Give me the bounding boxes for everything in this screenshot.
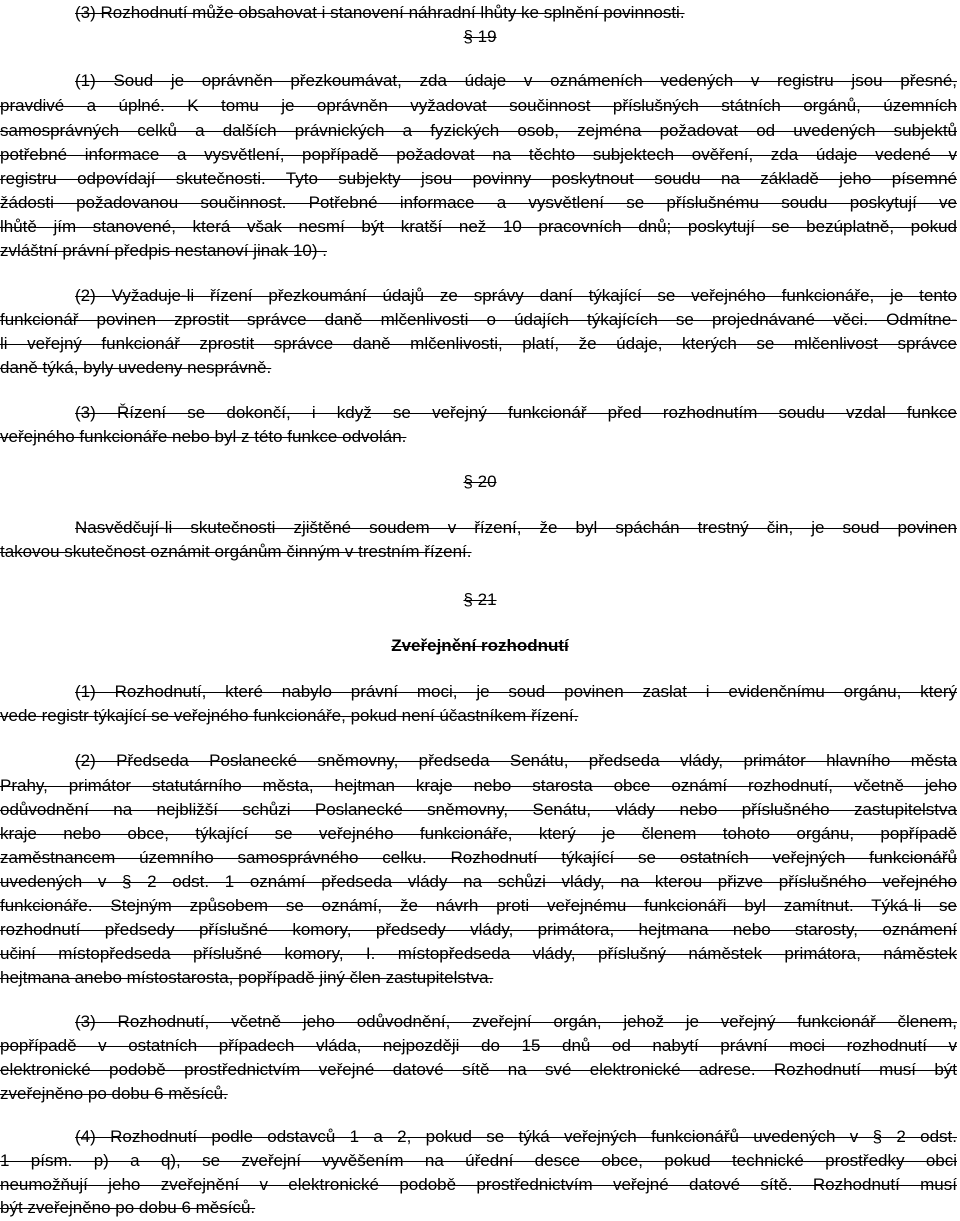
paragraph-line: zvláštní právní předpis nestanoví jinak 10) . [0,241,327,260]
paragraph-line: (3) Rozhodnutí může obsahovat i stanovení náhradní lhůty ke splnění povinnosti. [75,3,685,22]
section-heading: § 21 [463,590,497,609]
paragraph-line: učiní místopředseda příslušné komory, I. místopředseda vlády, příslušný náměstek primátora, náměstek [0,944,957,963]
paragraph-line: registru odpovídají skutečnosti. Tyto subjekty jsou povinny poskytnout soudu na základě jeho písemné [0,169,957,188]
paragraph-line: funkcionář povinen zprostit správce daně mlčenlivosti o údajích týkajících se projednávané věci. Odmítne- [0,310,957,329]
paragraph-line: daně týká, byly uvedeny nesprávně. [0,358,272,377]
paragraph-line: elektronické podobě prostřednictvím veřejné datové sítě na své elektronické adrese. Rozhodnutí musí být [0,1060,957,1079]
paragraph-line: takovou skutečnost oznámit orgánům činným v trestním řízení. [0,542,472,561]
paragraph-line: (1) Rozhodnutí, které nabylo právní moci, je soud povinen zaslat i evidenčnímu orgánu, který [75,682,957,701]
paragraph-line: (2) Předseda Poslanecké sněmovny, předseda Senátu, předseda vlády, primátor hlavního města [75,751,957,770]
paragraph-line: 1 písm. p) a q), se zveřejní vyvěšením na úřední desce obce, pokud technické prostředky obci [0,1151,957,1170]
paragraph-line: veřejného funkcionáře nebo byl z této funkce odvolán. [0,427,407,446]
paragraph-line: Prahy, primátor statutárního města, hejtman kraje nebo starosta obce oznámí rozhodnutí, včetně jeho [0,776,957,795]
paragraph-line: neumožňují jeho zveřejnění v elektronické podobě prostřednictvím veřejné datové sítě. Rozhodnutí musí [0,1175,957,1194]
paragraph-line: (1) Soud je oprávněn přezkoumávat, zda údaje v oznámeních vedených v registru jsou přesné, [75,71,957,90]
paragraph-line: odůvodnění na nejbližší schůzi Poslanecké sněmovny, Senátu, vlády nebo příslušného zastupitelstva [0,800,957,819]
paragraph-line: být zveřejněno po dobu 6 měsíců. [0,1198,256,1217]
paragraph-line: Nasvědčují-li skutečnosti zjištěné soudem v řízení, že byl spáchán trestný čin, je soud povinen [75,518,957,537]
paragraph-line: funkcionáře. Stejným způsobem se oznámí, že návrh proti veřejnému funkcionáři byl zamítnut. Týká-li se [0,896,957,915]
paragraph-line: samosprávných celků a dalších právnických a fyzických osob, zejména požadovat od uvedených subjektů [0,121,957,140]
paragraph-line: (3) Řízení se dokončí, i když se veřejný funkcionář před rozhodnutím soudu vzdal funkce [75,403,957,422]
paragraph-line: (4) Rozhodnutí podle odstavců 1 a 2, pokud se týká veřejných funkcionářů uvedených v § 2 odst. [75,1127,957,1146]
paragraph-line: (2) Vyžaduje-li řízení přezkoumání údajů ze správy daní týkající se veřejného funkcionáře, je tento [75,286,957,305]
paragraph-line: (3) Rozhodnutí, včetně jeho odůvodnění, zveřejní orgán, jehož je veřejný funkcionář členem, [75,1012,957,1031]
paragraph-line: vede registr týkající se veřejného funkcionáře, pokud není účastníkem řízení. [0,706,579,725]
paragraph-line: lhůtě jím stanovené, která však nesmí být kratší než 10 pracovních dnů; poskytují se bezúplatně, pokud [0,217,957,236]
paragraph-line: rozhodnutí předsedy příslušné komory, předsedy vlády, primátora, hejtmana nebo starosty, oznámení [0,920,957,939]
paragraph-line: kraje nebo obce, týkající se veřejného funkcionáře, který je členem tohoto orgánu, popřípadě [0,824,957,843]
paragraph-line: li veřejný funkcionář zprostit správce daně mlčenlivosti, platí, že údaje, kterých se mlčenlivost správce [0,334,957,353]
paragraph-line: popřípadě v ostatních případech vláda, nejpozději do 15 dnů od nabytí právní moci rozhodnutí v [0,1036,957,1055]
paragraph-line: hejtmana anebo místostarosta, popřípadě jiný člen zastupitelstva. [0,968,494,987]
section-heading: § 20 [463,472,497,491]
paragraph-line: pravdivé a úplné. K tomu je oprávněn vyžadovat součinnost příslušných státních orgánů, územních [0,96,957,115]
paragraph-line: zaměstnancem územního samosprávného celku. Rozhodnutí týkající se ostatních veřejných funkcionářů [0,848,957,867]
paragraph-line: zveřejněno po dobu 6 měsíců. [0,1084,228,1103]
section-title: Zveřejnění rozhodnutí [391,636,569,655]
paragraph-line: uvedených v § 2 odst. 1 oznámí předseda vlády na schůzi vlády, na kterou přizve příslušného veřejného [0,872,957,891]
paragraph-line: potřebné informace a vysvětlení, popřípadě požadovat na těchto subjektech ověření, zda údaje vedené v [0,145,957,164]
paragraph-line: žádosti požadovanou součinnost. Potřebné informace a vysvětlení se příslušnému soudu poskytují ve [0,193,957,212]
section-heading: § 19 [463,27,497,46]
